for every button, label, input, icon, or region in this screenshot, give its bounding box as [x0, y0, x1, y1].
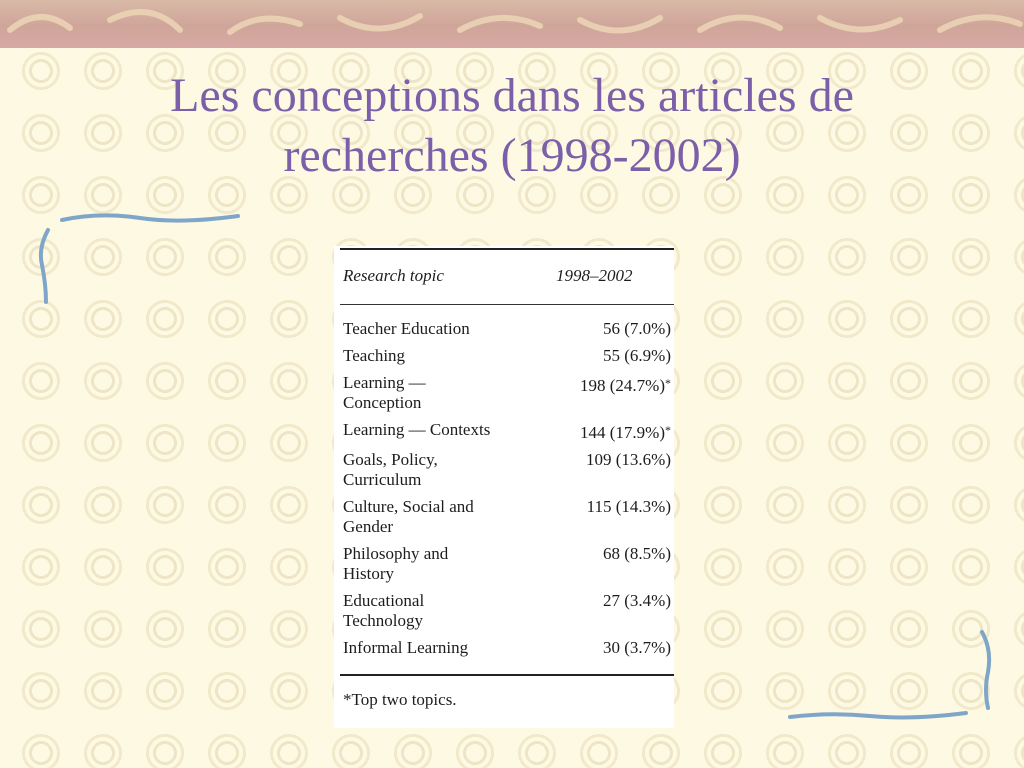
- top-topic-marker: *: [665, 376, 671, 390]
- top-topic-marker: *: [665, 423, 671, 437]
- topic-line: Teaching: [343, 346, 406, 365]
- topic-line: Technology: [343, 611, 424, 630]
- value-cell: [539, 591, 671, 631]
- topic-cell: [343, 420, 539, 443]
- table-row: [343, 638, 671, 658]
- topic-line: Conception: [343, 393, 422, 412]
- value-text: 144 (17.9%): [580, 423, 665, 442]
- table-row: [343, 319, 671, 339]
- topic-cell: [343, 638, 539, 658]
- bottom-right-wavy-line: [790, 713, 966, 717]
- topic-line: History: [343, 564, 394, 583]
- value-text: 68 (8.5%): [603, 544, 671, 563]
- topic-cell: [343, 319, 539, 339]
- table-row: [343, 544, 671, 584]
- table-bottom-rule: [340, 674, 674, 676]
- value-cell: [539, 373, 671, 413]
- top-left-wavy-line: [62, 215, 238, 220]
- value-text: 30 (3.7%): [603, 638, 671, 657]
- slide-title-line-2: recherches (1998-2002): [283, 129, 741, 182]
- value-cell: [539, 497, 671, 537]
- column-header-topic: Research topic: [343, 266, 444, 285]
- table-top-rule: [340, 248, 674, 250]
- value-text: 198 (24.7%): [580, 376, 665, 395]
- value-text: 56 (7.0%): [603, 319, 671, 338]
- table-header-rule: [340, 304, 674, 305]
- topic-cell: [343, 591, 539, 631]
- topic-line: Gender: [343, 517, 394, 536]
- value-cell: [539, 544, 671, 584]
- table-row: [343, 591, 671, 631]
- value-cell: [539, 450, 671, 490]
- value-cell: [539, 638, 671, 658]
- topic-line: Philosophy and: [343, 544, 449, 563]
- column-header-period: 1998–2002: [556, 266, 633, 285]
- topic-line: Culture, Social and: [343, 497, 474, 516]
- topic-line: Curriculum: [343, 470, 422, 489]
- table-body: [343, 319, 671, 665]
- table-row: [343, 346, 671, 366]
- right-bracket: [982, 632, 989, 708]
- topic-line: Goals, Policy,: [343, 450, 438, 469]
- topic-line: Teacher Education: [343, 319, 470, 338]
- left-bracket: [41, 230, 48, 302]
- topic-line: Learning — Contexts: [343, 420, 491, 439]
- table-row: [343, 497, 671, 537]
- value-text: 115 (14.3%): [586, 497, 671, 516]
- topic-cell: [343, 544, 539, 584]
- table-row: [343, 373, 671, 413]
- topic-line: Educational: [343, 591, 425, 610]
- table-row: [343, 420, 671, 443]
- topic-cell: [343, 497, 539, 537]
- value-cell: [539, 420, 671, 443]
- value-text: 109 (13.6%): [586, 450, 671, 469]
- topic-cell: [343, 346, 539, 366]
- topic-line: Learning —: [343, 373, 426, 392]
- table-row: [343, 450, 671, 490]
- table-footnote: *Top two topics.: [343, 690, 457, 709]
- value-cell: [539, 319, 671, 339]
- value-text: 55 (6.9%): [603, 346, 671, 365]
- research-topics-table: [334, 246, 674, 728]
- slide-title-line-1: Les conceptions dans les articles de: [170, 69, 854, 122]
- topic-line: Informal Learning: [343, 638, 469, 657]
- topic-cell: [343, 450, 539, 490]
- value-text: 27 (3.4%): [603, 591, 671, 610]
- topic-cell: [343, 373, 539, 413]
- value-cell: [539, 346, 671, 366]
